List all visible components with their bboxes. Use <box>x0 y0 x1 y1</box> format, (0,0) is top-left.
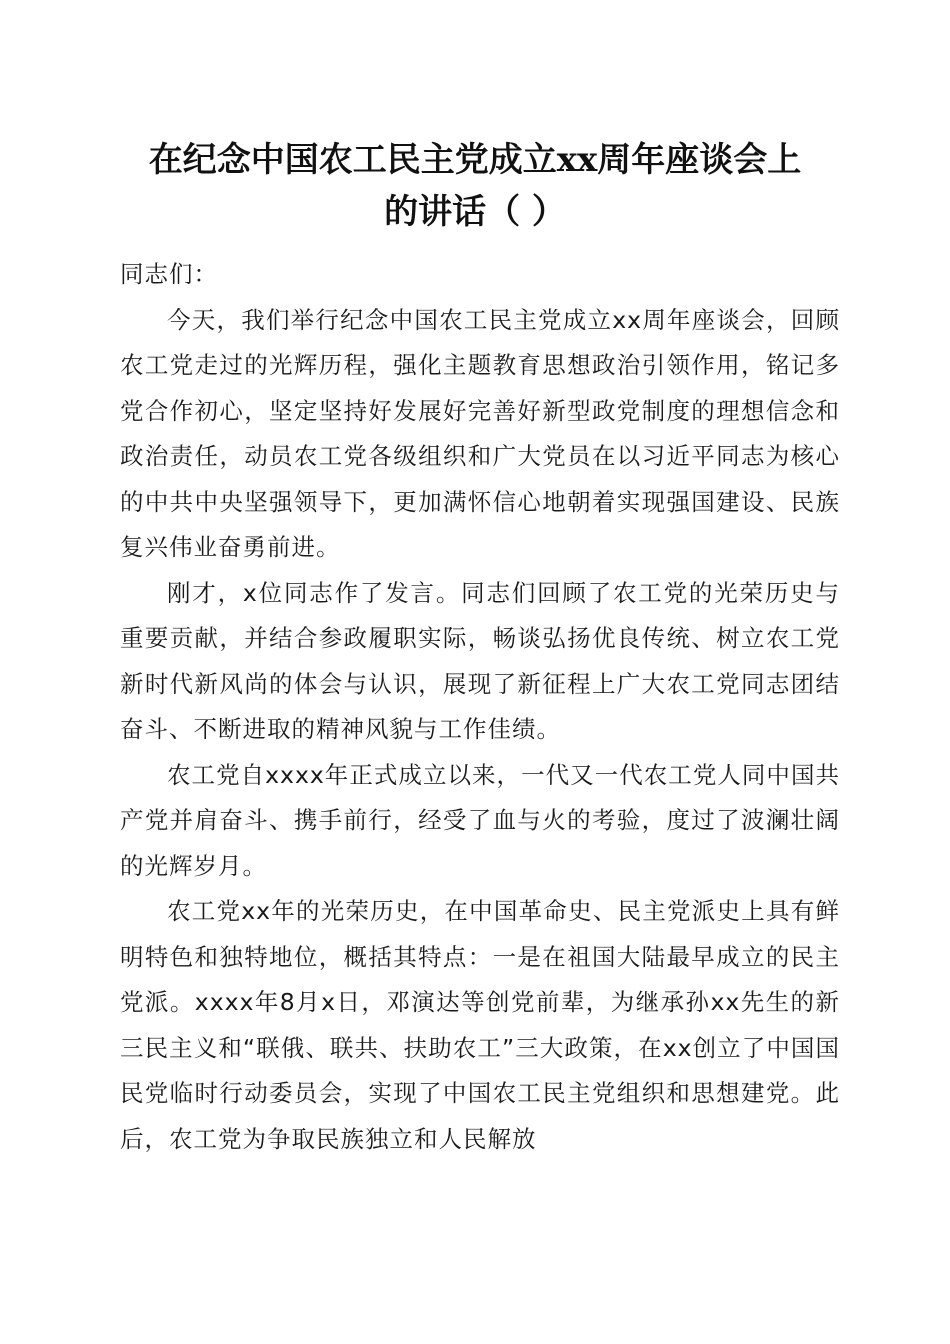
paragraph-1: 今天，我们举行纪念中国农工民主党成立xx周年座谈会，回顾农工党走过的光辉历程，强化主题教育思想政治引领作用，铭记多党合作初心，坚定坚持好发展好完善好新型政党制度的理想信念和政治责任，动员农工党各级组织和广大党员在以习近平同志为核心的中共中央坚强领导下，更加满怀信心地朝着实现强国建设、民族复兴伟业奋勇前进。 <box>120 305 840 561</box>
paragraph-2: 刚才，x位同志作了发言。同志们回顾了农工党的光荣历史与重要贡献，并结合参政履职实际，畅谈弘扬优良传统、树立农工党新时代新风尚的体会与认识，展现了新征程上广大农工党同志团结奋斗、不断进取的精神风貌与工作佳绩。 <box>120 578 840 743</box>
title-line-1: 在纪念中国农工民主党成立xx周年座谈会上 <box>148 140 802 180</box>
page-title <box>100 134 850 238</box>
paragraph-4: 农工党xx年的光荣历史，在中国革命史、民主党派史上具有鲜明特色和独特地位，概括其特点：一是在祖国大陆最早成立的民主党派。xxxx年8月x日，邓演达等创党前辈，为继承孙xx先生的新三民主义和“联俄、联共、扶助农工”三大政策，在xx创立了中国国民党临时行动委员会，实现了中国农工民主党组织和思想建党。此后，农工党为争取民族独立和人民解放 <box>120 897 840 1153</box>
paragraph-3: 农工党自xxxx年正式成立以来，一代又一代农工党人同中国共产党并肩奋斗、携手前行，经受了血与火的考验，度过了波澜壮阔的光辉岁月。 <box>120 760 840 880</box>
title-line-2: 的讲话（ ） <box>384 192 566 232</box>
document-body <box>120 252 840 1162</box>
salutation: 同志们： <box>120 260 218 288</box>
